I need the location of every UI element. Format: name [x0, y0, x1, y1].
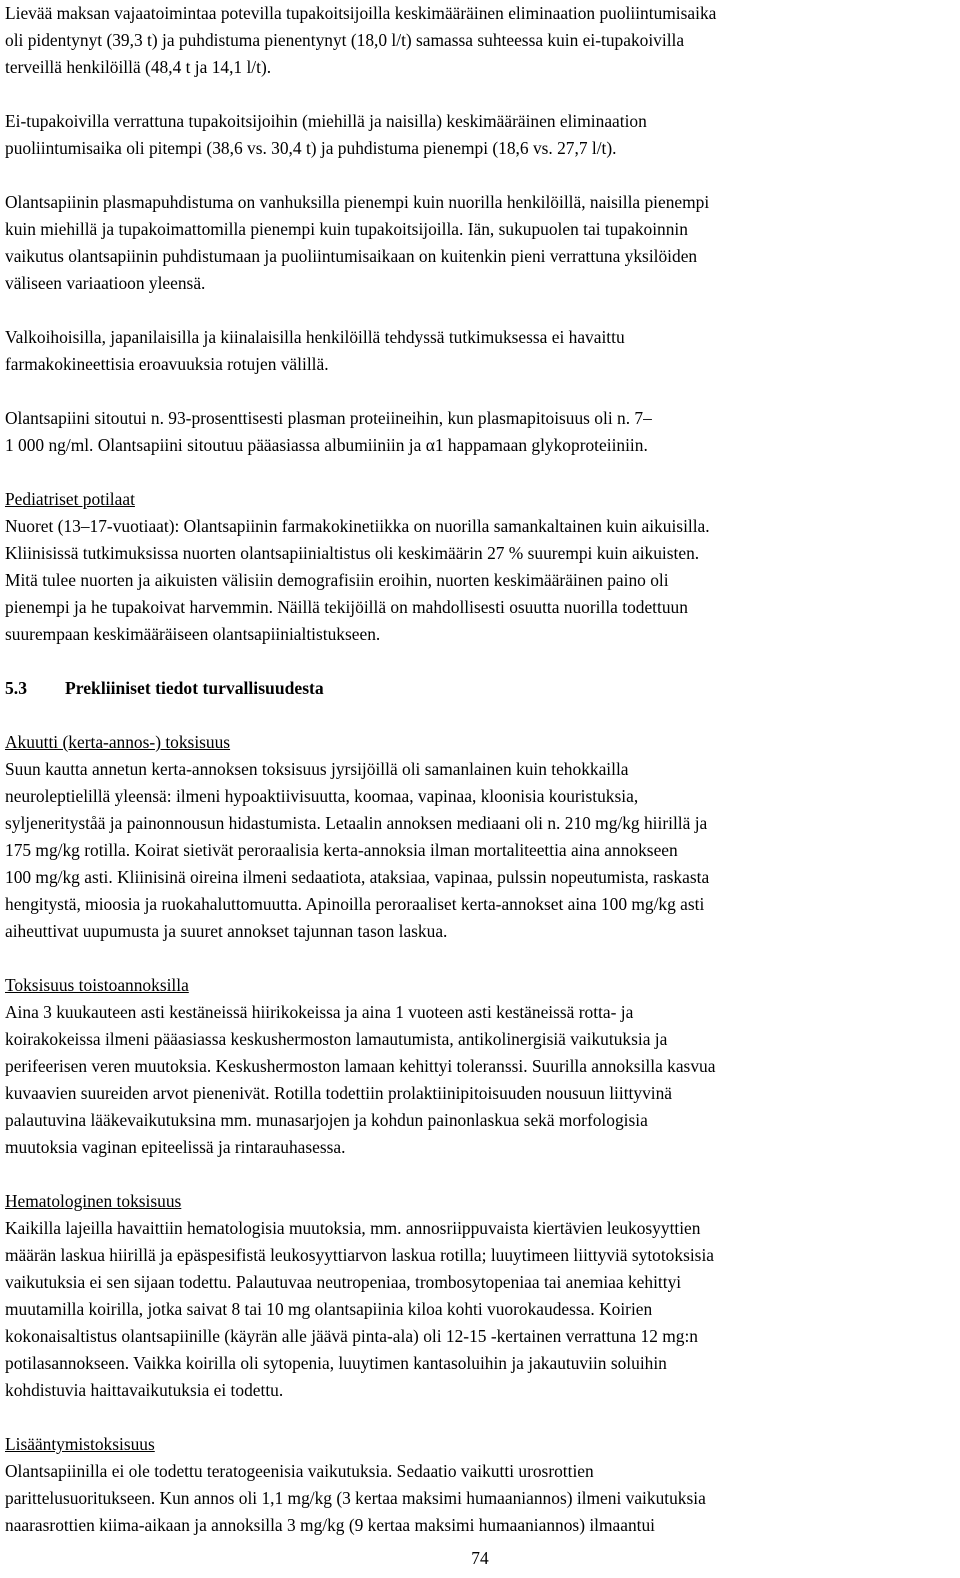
paragraph-line: vaikutuksia ei sen sijaan todettu. Palautuvaa neutropeniaa, trombosytopeniaa tai anemiaa kehittyi [5, 1272, 682, 1292]
subsection-heading: Lisääntymistoksisuus [5, 1434, 155, 1454]
paragraph-gap [5, 378, 953, 405]
subsection [5, 972, 953, 1161]
paragraph-line: määrän laskua hiirillä ja epäspesifistä leukosyyttiarvon laskua rotilla; luuytimeen liittyviä sytotoksisia [5, 1245, 714, 1265]
subsection-heading: Hematologinen toksisuus [5, 1191, 182, 1211]
paragraph-line: Aina 3 kuukauteen asti kestäneissä hiirikokeissa ja aina 1 vuoteen asti kestäneissä rotta- ja [5, 1002, 634, 1022]
paragraph [5, 189, 953, 297]
subsection [5, 1431, 953, 1539]
paragraph-line: Olantsapiinin plasmapuhdistuma on vanhuksilla pienempi kuin nuorilla henkilöillä, naisilla pienempi [5, 192, 710, 212]
paragraph-line: koirakokeissa ilmeni pääasiassa keskushermoston lamautumista, antikolinergisiä vaikutuksia ja [5, 1029, 668, 1049]
section-heading [5, 675, 953, 702]
section-title: Prekliiniset tiedot turvallisuudesta [65, 678, 324, 698]
paragraph-gap [5, 459, 953, 486]
paragraph-line: parittelusuoritukseen. Kun annos oli 1,1 mg/kg (3 kertaa maksimi humaaniannos) ilmeni vaikutuksia [5, 1488, 706, 1508]
paragraph-line: oli pidentynyt (39,3 t) ja puhdistuma pienentynyt (18,0 l/t) samassa suhteessa kuin ei-tupakoivilla [5, 30, 685, 50]
paragraph-line: Valkoihoisilla, japanilaisilla ja kiinalaisilla henkilöillä tehdyssä tutkimuksessa ei havaittu [5, 327, 625, 347]
subsection [5, 1188, 953, 1404]
paragraph-line: väliseen variaatioon yleensä. [5, 273, 206, 293]
paragraph-line: terveillä henkilöillä (48,4 t ja 14,1 l/t). [5, 57, 272, 77]
paragraph-line: Mitä tulee nuorten ja aikuisten välisiin demografisiin eroihin, nuorten keskimääräinen paino oli [5, 570, 669, 590]
paragraph-line: perifeerisen veren muutoksia. Keskushermoston lamaan kehittyi toleranssi. Suurilla annoksilla kasvua [5, 1056, 716, 1076]
document-page [5, 0, 953, 1539]
paragraph-gap [5, 81, 953, 108]
paragraph-line: muutamilla koirilla, jotka saivat 8 tai 10 mg olantsapiinia kiloa kohti vuorokaudessa. Koirien [5, 1299, 653, 1319]
paragraph-line: Suun kautta annetun kerta-annoksen toksisuus jyrsijöillä oli samanlainen kuin tehokkailla [5, 759, 629, 779]
paragraph-line: naarasrottien kiima-aikaan ja annoksilla 3 mg/kg (9 kertaa maksimi humaaniannos) ilmaantui [5, 1515, 656, 1535]
paragraph-line: kohdistuvia haittavaikutuksia ei todettu. [5, 1380, 284, 1400]
paragraph-line: syljenerityståä ja painonnousun hidastumista. Letaalin annoksen mediaani oli n. 210 mg/kg hiirillä ja [5, 813, 708, 833]
paragraph-line: suurempaan keskimääräiseen olantsapiinialtistukseen. [5, 624, 381, 644]
paragraph [5, 324, 953, 378]
paragraph-line: farmakokineettisia eroavuuksia rotujen välillä. [5, 354, 329, 374]
paragraph-line: 1 000 ng/ml. Olantsapiini sitoutuu pääasiassa albumiiniin ja α1 happamaan glykoproteiiniin. [5, 435, 648, 455]
paragraph-line: muutoksia vaginan epiteelissä ja rintarauhasessa. [5, 1137, 346, 1157]
paragraph-line: Olantsapiinilla ei ole todettu teratogeenisia vaikutuksia. Sedaatio vaikutti urosrottien [5, 1461, 594, 1481]
paragraph-line: Nuoret (13–17-vuotiaat): Olantsapiinin farmakokinetiikka on nuorilla samankaltainen kuin aikuisilla. [5, 516, 710, 536]
paragraph-line: pienempi ja he tupakoivat harvemmin. Näillä tekijöillä on mahdollisesti osuutta nuorilla todettuun [5, 597, 688, 617]
paragraph-line: Lievää maksan vajaatoimintaa potevilla tupakoitsijoilla keskimääräinen eliminaation puoliintumisaika [5, 3, 717, 23]
paragraph-line: vaikutus olantsapiinin puhdistumaan ja puoliintumisaikaan on kuitenkin pieni verrattuna yksilöiden [5, 246, 698, 266]
paragraph-line: Ei-tupakoivilla verrattuna tupakoitsijoihin (miehillä ja naisilla) keskimääräinen eliminaation [5, 111, 647, 131]
paragraph [5, 405, 953, 459]
paragraph-line: hengitystä, mioosia ja ruokahaluttomuutta. Apinoilla peroraaliset kerta-annokset aina 100 mg/kg asti [5, 894, 705, 914]
paragraph-gap [5, 945, 953, 972]
page-number: 74 [471, 1548, 489, 1568]
paragraph-line: Kaikilla lajeilla havaittiin hematologisia muutoksia, mm. annosriippuvaista kiertävien leukosyyttien [5, 1218, 701, 1238]
subsection-heading: Akuutti (kerta-annos-) toksisuus [5, 732, 231, 752]
paragraph-line: 175 mg/kg rotilla. Koirat sietivät peroraalisia kerta-annoksia ilman mortaliteettia aina annokseen [5, 840, 678, 860]
paragraph-line: puoliintumisaika oli pitempi (38,6 vs. 30,4 t) ja puhdistuma pienempi (18,6 vs. 27,7 l/t). [5, 138, 617, 158]
paragraph-line: kuvaavien suureiden arvot pienenivät. Rotilla todettiin prolaktiinipitoisuuden nousuun liittyvinä [5, 1083, 673, 1103]
paragraph-gap [5, 297, 953, 324]
paragraph [5, 0, 953, 81]
paragraph [5, 108, 953, 162]
paragraph-gap [5, 1404, 953, 1431]
paragraph-line: potilasannokseen. Vaikka koirilla oli sytopenia, luuytimen kantasoluihin ja jakautuviin soluihin [5, 1353, 667, 1373]
paragraph-line: 100 mg/kg asti. Kliinisinä oireina ilmeni sedaatiota, ataksiaa, vapinaa, pulssin nopeutumista, raskasta [5, 867, 710, 887]
paragraph-gap [5, 648, 953, 675]
paragraph-gap [5, 702, 953, 729]
subsection [5, 486, 953, 648]
paragraph-line: Kliinisissä tutkimuksissa nuorten olantsapiinialtistus oli keskimäärin 27 % suurempi kuin aikuisten. [5, 543, 700, 563]
paragraph-line: neuroleptielillä yleensä: ilmeni hypoaktiivisuutta, koomaa, vapinaa, kloonisia kouristuksia, [5, 786, 639, 806]
paragraph-gap [5, 162, 953, 189]
paragraph-line: Olantsapiini sitoutui n. 93-prosenttisesti plasman proteiineihin, kun plasmapitoisuus oli n. 7– [5, 408, 652, 428]
paragraph-gap [5, 1161, 953, 1188]
section-number: 5.3 [5, 678, 27, 698]
subsection-heading: Toksisuus toistoannoksilla [5, 975, 189, 995]
subsection [5, 729, 953, 945]
paragraph-line: kokonaisaltistus olantsapiinille (käyrän alle jäävä pinta-ala) oli 12-15 -kertainen verrattuna 12 mg:n [5, 1326, 698, 1346]
paragraph-line: aiheuttivat uupumusta ja suuret annokset tajunnan tason laskua. [5, 921, 448, 941]
paragraph-line: palautuvina lääkevaikutuksina mm. munasarjojen ja kohdun painonlaskua sekä morfologisia [5, 1110, 648, 1130]
subsection-heading: Pediatriset potilaat [5, 489, 135, 509]
paragraph-line: kuin miehillä ja tupakoimattomilla pienempi kuin tupakoitsijoilla. Iän, sukupuolen tai tupakoinnin [5, 219, 688, 239]
